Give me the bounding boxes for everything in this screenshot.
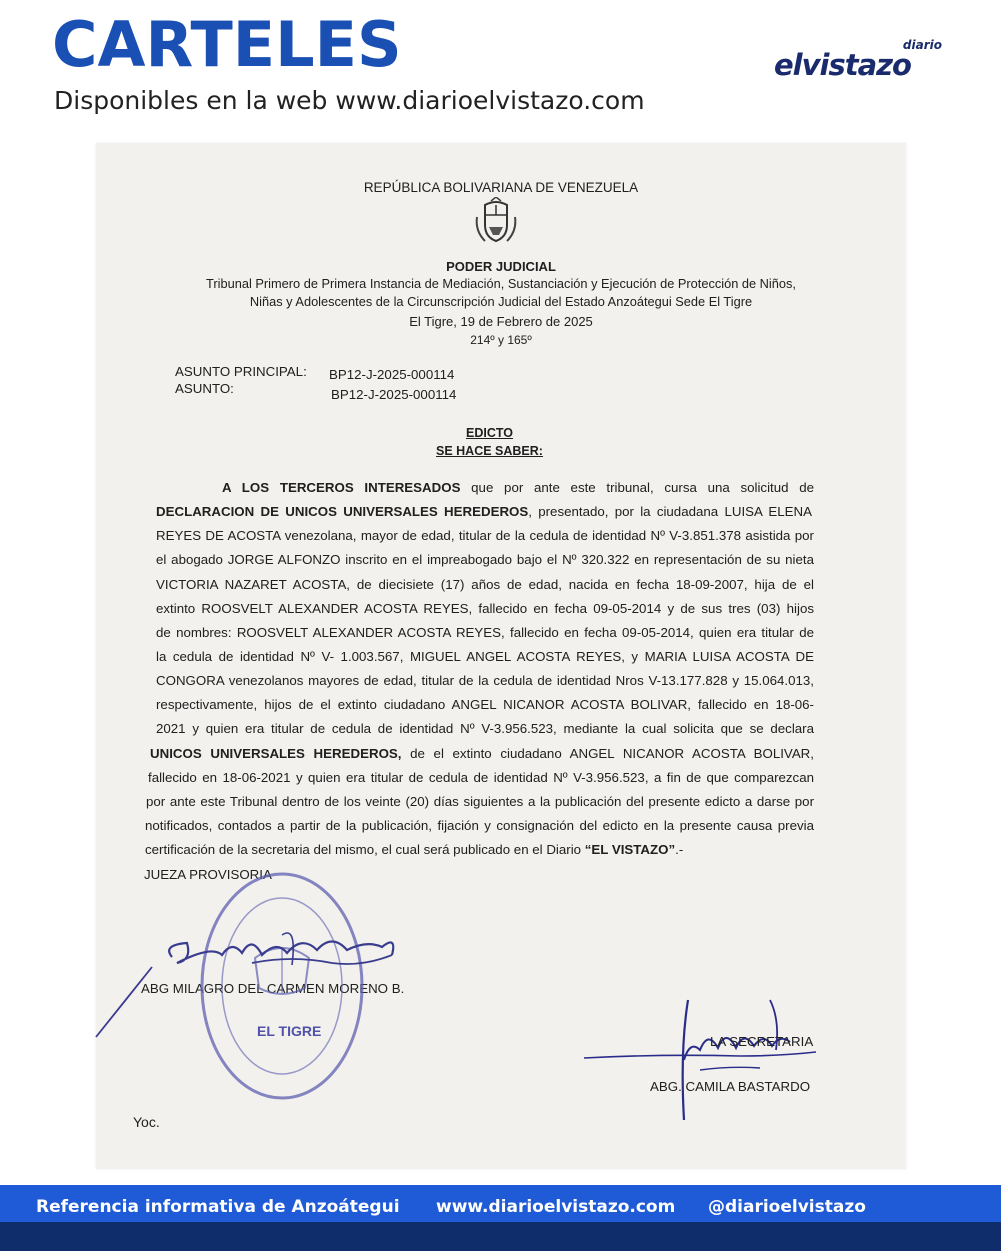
body-line-6: extinto ROOSVELT ALEXANDER ACOSTA REYES, fallecido en fecha 09-05-2014 y de sus tres (03) hijos	[156, 601, 814, 616]
doc-fecha: El Tigre, 19 de Febrero de 2025	[409, 314, 593, 329]
brand-logo[interactable]	[770, 38, 950, 80]
logo-small-text: diario	[902, 38, 942, 52]
asunto-value: BP12-J-2025-000114	[331, 387, 457, 402]
typist-initials: Yoc.	[133, 1114, 160, 1130]
edicto-heading: EDICTO	[466, 426, 513, 440]
doc-tribunal-line-1: Tribunal Primero de Primera Instancia de Mediación, Sustanciación y Ejecución de Protección de Niños,	[206, 276, 796, 291]
body-line-16: certificación de la secretaria del mismo, el cual será publicado en el Diario “EL VISTAZO”.-	[145, 842, 684, 857]
seal-text: EL TIGRE	[257, 1023, 322, 1039]
asunto-principal-value: BP12-J-2025-000114	[329, 367, 455, 382]
coat-of-arms-icon	[471, 197, 521, 247]
secretaria-signature	[580, 990, 820, 1130]
se-hace-saber: SE HACE SABER:	[436, 444, 543, 458]
body-line-3: REYES DE ACOSTA venezolana, mayor de edad, titular de la cedula de identidad Nº V-3.851.378 asistida por	[156, 528, 814, 543]
doc-tribunal-line-2: Niñas y Adolescentes de la Circunscripción Judicial del Estado Anzoátegui Sede El Tigre	[249, 294, 753, 309]
asunto-label: ASUNTO:	[175, 381, 234, 396]
footer-reference: Referencia informativa de Anzoátegui	[36, 1197, 400, 1217]
body-line-9: CONGORA venezolanos mayores de edad, titular de la cedula de identidad Nros V-13.177.828 y 15.064.013,	[156, 673, 814, 688]
body-line-8: la cedula de identidad Nº V- 1.003.567, MIGUEL ANGEL ACOSTA REYES, y MARIA LUISA ACOSTA DE	[156, 649, 814, 664]
page-title: CARTELES	[52, 8, 402, 81]
footer-bottom-band	[0, 1222, 1001, 1251]
jueza-title: JUEZA PROVISORIA	[144, 867, 272, 882]
footer-social-handle[interactable]: @diarioelvistazo	[708, 1197, 866, 1217]
logo-main-text: elvistazo	[774, 48, 911, 82]
jueza-name: ABG MILAGRO DEL CARMEN MORENO B.	[141, 981, 405, 996]
secretaria-name: ABG. CAMILA BASTARDO	[650, 1079, 811, 1094]
body-line-12: UNICOS UNIVERSALES HEREDEROS, de el extinto ciudadano ANGEL NICANOR ACOSTA BOLIVAR,	[150, 746, 814, 761]
footer-website-link[interactable]: www.diarioelvistazo.com	[436, 1197, 676, 1217]
doc-republica: REPÚBLICA BOLIVARIANA DE VENEZUELA	[363, 180, 639, 195]
body-line-7: de nombres: ROOSVELT ALEXANDER ACOSTA REYES, fallecido en fecha 09-05-2014, quien era titular de	[156, 625, 814, 640]
body-line-13: fallecido en 18-06-2021 y quien era titular de cedula de identidad Nº V-3.956.523, a fin de que comparezcan	[148, 770, 814, 785]
body-line-4: el abogado JORGE ALFONZO inscrito en el impreabogado bajo el Nº 320.322 en representación de su nieta	[156, 552, 814, 567]
body-line-2: DECLARACION DE UNICOS UNIVERSALES HEREDEROS, presentado, por la ciudadana LUISA ELENA	[156, 504, 813, 519]
body-line-5: VICTORIA NAZARET ACOSTA, de diecisiete (17) años de edad, nacida en fecha 18-09-2007, hija de el	[156, 577, 814, 592]
doc-poder-judicial: PODER JUDICIAL	[446, 259, 556, 274]
body-line-14: por ante este Tribunal dentro de los veinte (20) días siguientes a la publicación del presente edicto a darse por	[146, 794, 814, 809]
page-subtitle: Disponibles en la web www.diarioelvistazo.com	[54, 86, 645, 115]
doc-anios: 214º y 165º	[470, 333, 532, 347]
body-line-1: A LOS TERCEROS INTERESADOS que por ante este tribunal, cursa una solicitud de	[222, 480, 815, 495]
body-line-15: notificados, contados a partir de la publicación, fijación y consignación del edicto en la presente causa previa	[145, 818, 814, 833]
jueza-signature	[92, 905, 412, 1045]
body-line-11: 2021 y quien era titular de cedula de identidad Nº V-3.956.523, mediante la cual solicita que se declara	[156, 721, 814, 736]
asunto-principal-label: ASUNTO PRINCIPAL:	[175, 364, 307, 379]
secretaria-title: LA SECRETARIA	[710, 1034, 814, 1049]
body-line-10: respectivamente, hijos de el extinto ciudadano ANGEL NICANOR ACOSTA BOLIVAR, fallecido en 18-06-	[156, 697, 814, 712]
